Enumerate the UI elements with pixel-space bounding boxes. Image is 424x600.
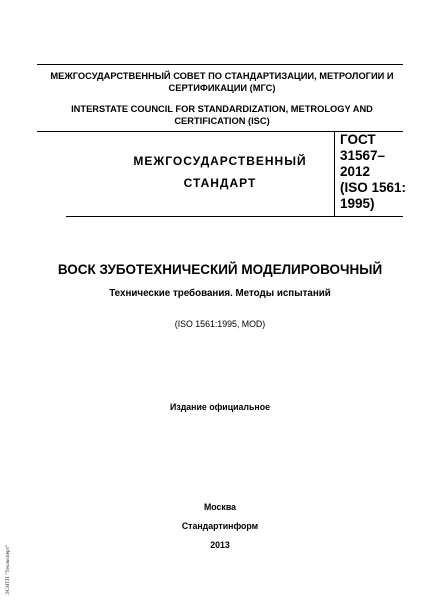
standard-type-line-1: МЕЖГОСУДАРСТВЕННЫЙ: [133, 154, 307, 168]
document-subtitle: Технические требования. Методы испытаний: [109, 288, 331, 299]
imprint-publisher: Стандартинформ: [181, 521, 259, 531]
document-title: ВОСК ЗУБОТЕХНИЧЕСКИЙ МОДЕЛИРОВОЧНЫЙ: [57, 262, 383, 277]
council-en-line-1: INTERSTATE COUNCIL FOR STANDARDIZATION, METROLOGY AND: [71, 104, 373, 114]
council-name-ru: [44, 70, 400, 94]
designation-divider: [334, 131, 335, 216]
edition-label: Издание официальное: [170, 402, 270, 412]
imprint-city: Москва: [203, 502, 237, 512]
iso-reference: (ISO 1561:1995, MOD): [174, 319, 266, 329]
designation-bottom-rule: [66, 216, 403, 217]
standard-type-line-2: СТАНДАРТ: [183, 176, 257, 190]
council-ru-line-2: СЕРТИФИКАЦИИ (МГС): [168, 83, 276, 93]
designation-line-4: (ISO 1561:: [340, 180, 407, 195]
council-ru-line-1: МЕЖГОСУДАРСТВЕННЫЙ СОВЕТ ПО СТАНДАРТИЗАЦИИ, МЕТРОЛОГИИ И: [50, 71, 394, 81]
side-watermark-text: ЭСНТП "Техэксперт": [5, 544, 11, 595]
designation-line-5: 1995): [340, 196, 375, 211]
designation-line-3: 2012: [340, 164, 371, 179]
imprint-year: 2013: [210, 540, 230, 550]
designation-line-2: 31567–: [340, 148, 386, 163]
council-name-en: [44, 103, 400, 127]
council-en-line-2: CERTIFICATION (ISC): [174, 116, 270, 126]
standard-designation: [340, 132, 410, 212]
designation-line-1: ГОСТ: [340, 132, 376, 147]
top-rule: [37, 64, 403, 65]
